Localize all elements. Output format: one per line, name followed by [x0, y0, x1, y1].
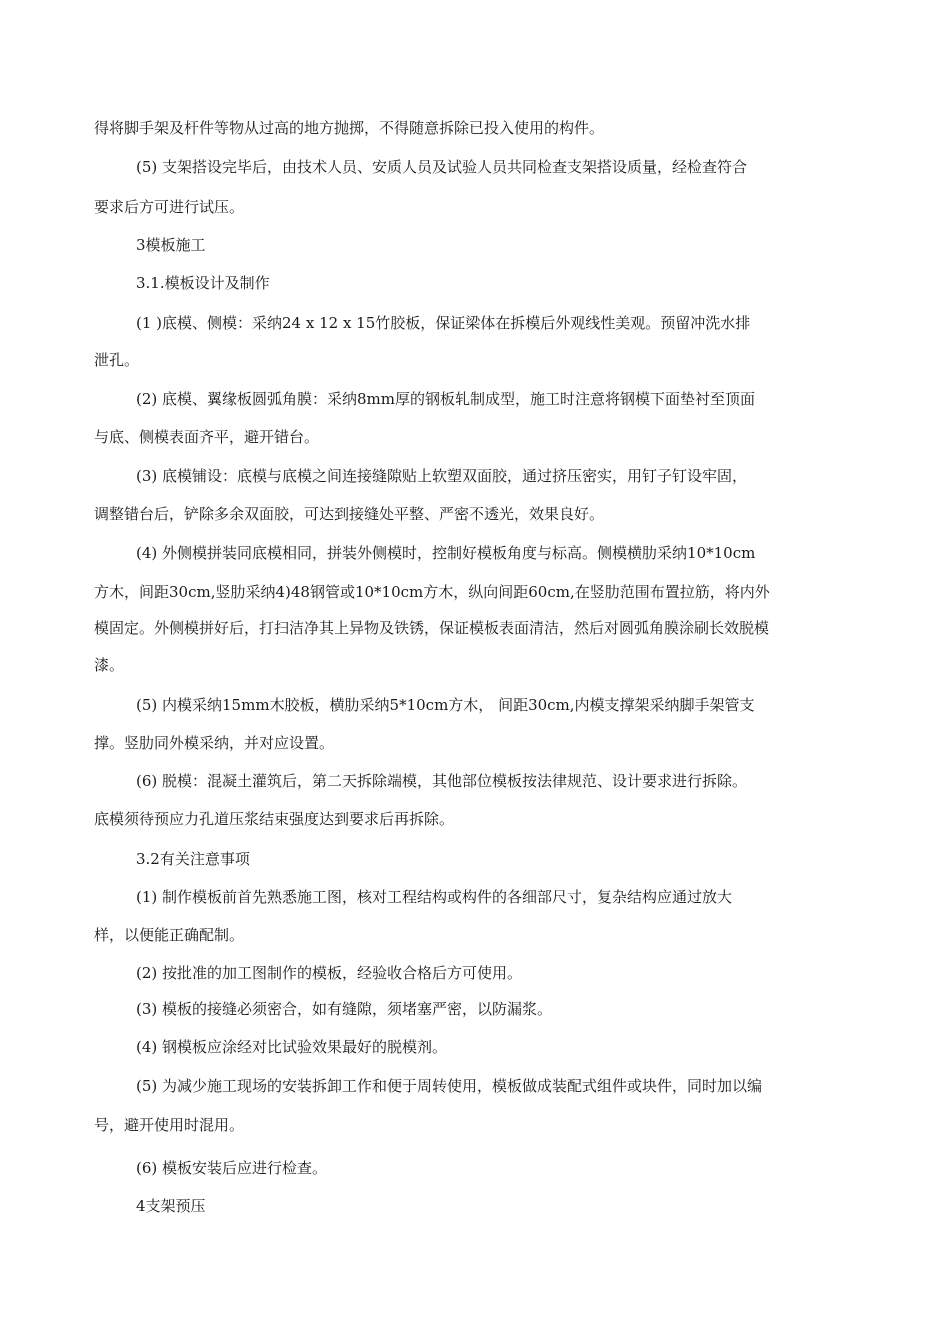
- list-item-5: (5) 支架搭设完毕后，由技术人员、安质人员及试验人员共同检查支架搭设质量，经检查符合: [136, 158, 748, 176]
- text-line: 漆。: [94, 656, 125, 674]
- list-item-4: (4) 外侧模拼装同底模相同，拼装外侧模时，控制好模板角度与标高。侧模横肋采纳10*10cm: [136, 544, 756, 562]
- note-item-4: (4) 钢模板应涂经对比试验效果最好的脱模剂。: [136, 1038, 448, 1056]
- text-line: 样，以便能正确配制。: [94, 926, 245, 944]
- note-item-6: (6) 模板安装后应进行检查。: [136, 1159, 328, 1177]
- section-heading: 4支架预压: [136, 1197, 206, 1215]
- text-line: 方木，间距30cm,竖肋采纳4)48钢管或10*10cm方木，纵向间距60cm,在竖肋范围布置拉筋，将内外: [94, 583, 770, 601]
- text-line: 调整错台后，铲除多余双面胶，可达到接缝处平整、严密不透光，效果良好。: [94, 505, 605, 523]
- text-line: 撑。竖肋同外模采纳，并对应设置。: [94, 734, 335, 752]
- subsection-heading: 3.1.模板设计及制作: [136, 274, 270, 292]
- note-item-1: (1) 制作模板前首先熟悉施工图，核对工程结构或构件的各细部尺寸，复杂结构应通过放大: [136, 888, 733, 906]
- text-line: 要求后方可进行试压。: [94, 198, 245, 216]
- text-line: 得将脚手架及杆件等物从过高的地方抛掷，不得随意拆除已投入使用的构件。: [94, 119, 605, 137]
- note-item-5: (5) 为减少施工现场的安装拆卸工作和便于周转使用，模板做成装配式组件或块件，同时加以编: [136, 1077, 763, 1095]
- list-item-3: (3) 底模铺设：底模与底模之间连接缝隙贴上软塑双面胶，通过挤压密实，用钉子钉设牢固，: [136, 467, 748, 485]
- list-item-2: (2) 底模、翼缘板圆弧角膜：采纳8mm厚的钢板轧制成型，施工时注意将钢模下面垫衬至顶面: [136, 390, 756, 408]
- note-item-2: (2) 按批准的加工图制作的模板，经验收合格后方可使用。: [136, 964, 523, 982]
- text-line: 模固定。外侧模拼好后，打扫洁净其上异物及铁锈，保证模板表面清洁，然后对圆弧角膜涂刷长效脱模: [94, 619, 770, 637]
- list-item-5b: (5) 内模采纳15mm木胶板，横肋采纳5*10cm方木， 间距30cm,内模支撑架采纳脚手架管支: [136, 696, 755, 714]
- text-line: 底模须待预应力孔道压浆结束强度达到要求后再拆除。: [94, 810, 455, 828]
- section-heading: 3模板施工: [136, 236, 206, 254]
- subsection-heading: 3.2有关注意事项: [136, 850, 250, 868]
- text-line: 号，避开使用时混用。: [94, 1116, 245, 1134]
- list-item-6: (6) 脱模：混凝土灌筑后，第二天拆除端模，其他部位模板按法律规范、设计要求进行拆除。: [136, 772, 748, 790]
- list-item-1: (1 )底模、侧模：采纳24 x 12 x 15竹胶板，保证梁体在拆模后外观线性美观。预留冲洗水排: [136, 314, 751, 332]
- text-line: 泄孔。: [94, 351, 140, 369]
- note-item-3: (3) 模板的接缝必须密合，如有缝隙，须堵塞严密，以防漏浆。: [136, 1000, 553, 1018]
- text-line: 与底、侧模表面齐平，避开错台。: [94, 428, 320, 446]
